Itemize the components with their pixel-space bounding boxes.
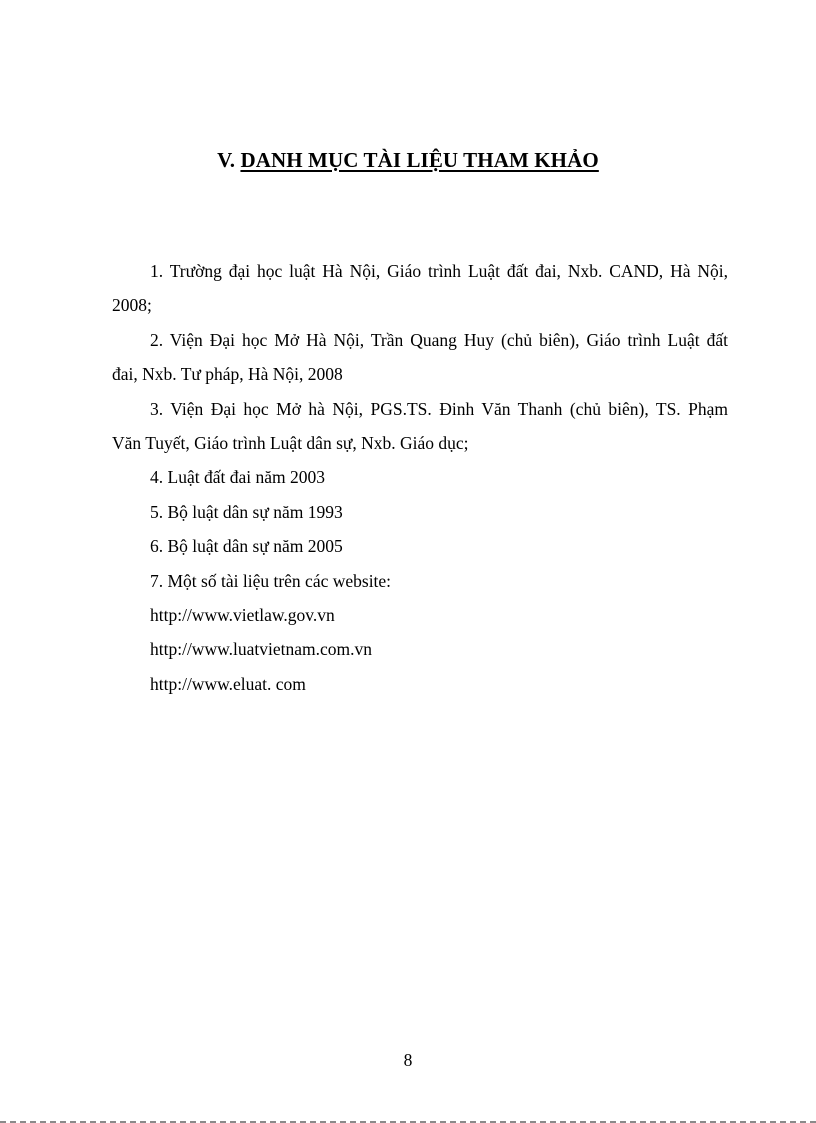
reference-item-3 <box>112 392 728 461</box>
reference-item-2 <box>112 323 728 392</box>
section-title-text: DANH MỤC TÀI LIỆU THAM KHẢO <box>240 148 599 172</box>
reference-item-2-line-1: 2. Viện Đại học Mở Hà Nội, Trần Quang Huy (chủ biên), Giáo trình Luật đất <box>150 329 728 350</box>
reference-item-4: 4. Luật đất đai năm 2003 <box>150 467 325 488</box>
reference-item-7: 7. Một số tài liệu trên các website: <box>150 570 392 591</box>
website-url-1: http://www.vietlaw.gov.vn <box>150 605 335 626</box>
section-title <box>0 148 816 173</box>
section-title-prefix: V. <box>217 148 236 172</box>
reference-item-6: 6. Bộ luật dân sự năm 2005 <box>150 536 343 557</box>
reference-list <box>112 254 728 701</box>
reference-item-3-line-1: 3. Viện Đại học Mở hà Nội, PGS.TS. Đinh Văn Thanh (chủ biên), TS. Phạm <box>150 398 728 419</box>
reference-item-1-line-1: 1. Trường đại học luật Hà Nội, Giáo trình Luật đất đai, Nxb. CAND, Hà Nội, <box>150 261 728 281</box>
reference-item-2-line-2: đai, Nxb. Tư pháp, Hà Nội, 2008 <box>112 364 343 385</box>
reference-item-1 <box>112 254 728 323</box>
page-number: 8 <box>403 1050 413 1070</box>
reference-item-1-line-2: 2008; <box>112 295 152 316</box>
website-url-3: http://www.eluat. com <box>150 673 306 694</box>
reference-item-5: 5. Bộ luật dân sự năm 1993 <box>150 501 343 522</box>
reference-item-3-line-2: Văn Tuyết, Giáo trình Luật dân sự, Nxb. Giáo dục; <box>112 433 469 454</box>
website-url-2: http://www.luatvietnam.com.vn <box>150 639 372 660</box>
